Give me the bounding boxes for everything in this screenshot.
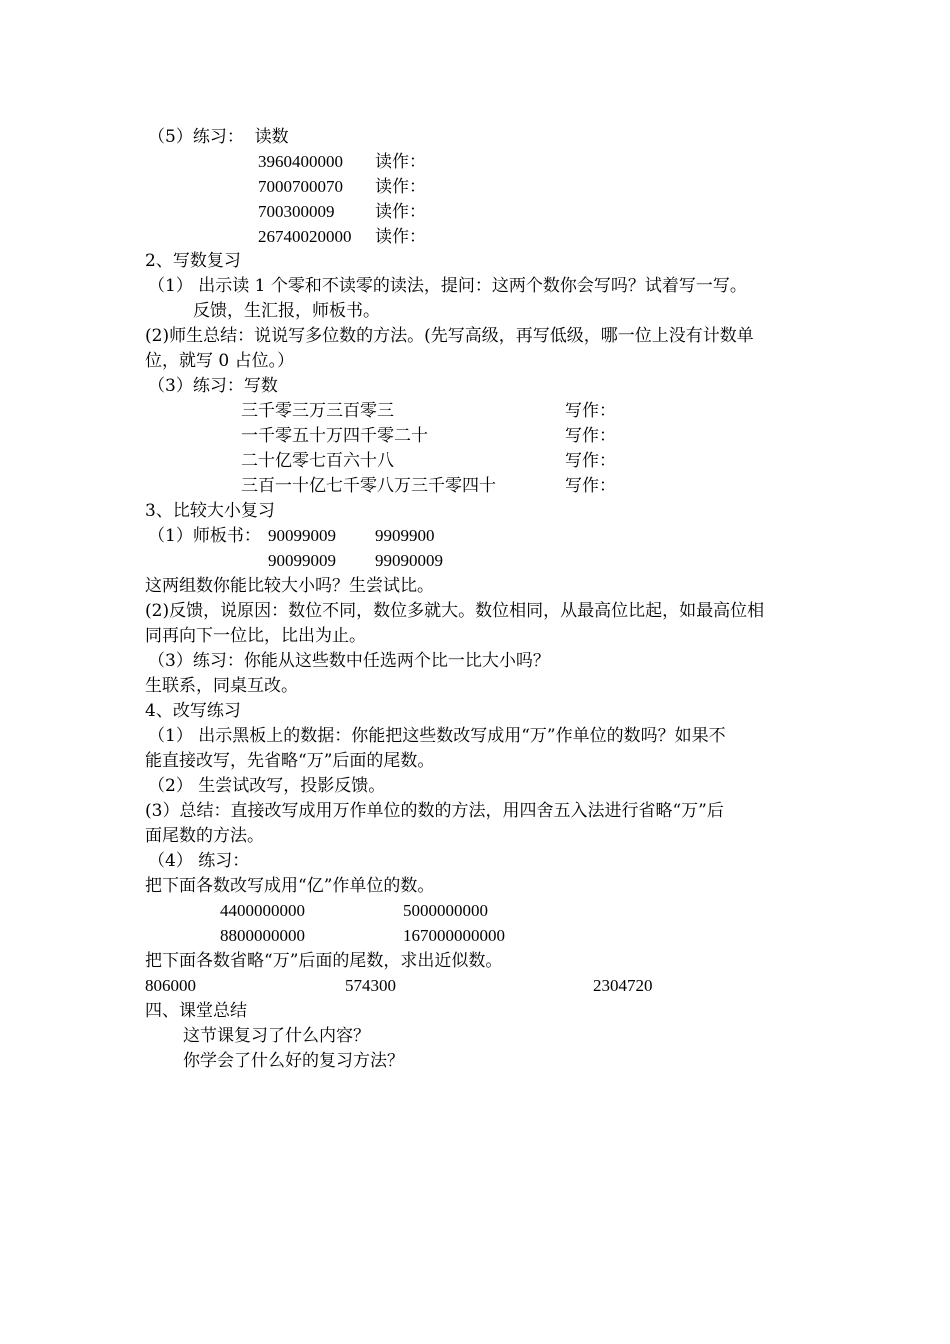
- paragraph: 生联系，同桌互改。: [145, 676, 298, 696]
- write-item: 二十亿零七百六十八: [241, 451, 394, 471]
- paragraph: （4） 练习：: [148, 851, 250, 871]
- read-number: 700300009: [258, 202, 335, 221]
- paragraph: 把下面各数省略“万”后面的尾数，求出近似数。: [145, 951, 503, 971]
- compare-number: 90099009: [268, 551, 336, 570]
- paragraph: （3）练习：你能从这些数中任选两个比一比大小吗？: [148, 651, 550, 671]
- section-heading: 四、课堂总结: [145, 1001, 247, 1021]
- read-label: 读作：: [375, 177, 426, 197]
- read-number: 3960400000: [258, 152, 343, 171]
- summary-question: 这节课复习了什么内容？: [183, 1026, 370, 1046]
- compare-number: 99090009: [375, 551, 443, 570]
- read-label: 读作：: [375, 152, 426, 172]
- yi-number: 8800000000: [220, 926, 305, 945]
- approx-number: 2304720: [593, 976, 653, 995]
- practice-read-title: （5）练习： 读数: [148, 127, 289, 147]
- paragraph: (2)反馈，说原因：数位不同，数位多就大。数位相同，从最高位比起，如最高位相: [145, 601, 765, 621]
- compare-number: 90099009: [268, 526, 336, 545]
- write-label: 写作：: [565, 426, 616, 446]
- paragraph: 同再向下一位比，比出为止。: [145, 626, 366, 646]
- approx-number: 574300: [345, 976, 396, 995]
- paragraph: 面尾数的方法。: [145, 826, 264, 846]
- write-item: 三千零三万三百零三: [241, 401, 394, 421]
- section-heading: 2、写数复习: [145, 251, 241, 271]
- read-label: 读作：: [375, 227, 426, 247]
- paragraph: 位，就写 0 占位。）: [145, 351, 295, 371]
- read-label: 读作：: [375, 202, 426, 222]
- paragraph: (3）总结：直接改写成用万作单位的数的方法，用四舍五入法进行省略“万”后: [145, 801, 724, 821]
- approx-number: 806000: [145, 976, 196, 995]
- yi-number: 167000000000: [403, 926, 505, 945]
- write-label: 写作：: [565, 401, 616, 421]
- write-label: 写作：: [565, 451, 616, 471]
- section-heading: 3、比较大小复习: [145, 501, 275, 521]
- write-item: 一千零五十万四千零二十: [241, 426, 428, 446]
- section-heading: 4、改写练习: [145, 701, 241, 721]
- paragraph: (2)师生总结：说说写多位数的方法。(先写高级，再写低级，哪一位上没有计数单: [145, 326, 754, 346]
- paragraph: （1） 出示黑板上的数据：你能把这些数改写成用“万”作单位的数吗？如果不: [148, 726, 726, 746]
- yi-number: 4400000000: [220, 901, 305, 920]
- compare-number: 9909900: [375, 526, 435, 545]
- write-item: 三百一十亿七千零八万三千零四十: [241, 476, 496, 496]
- paragraph: 反馈，生汇报，师板书。: [193, 301, 380, 321]
- read-number: 26740020000: [258, 227, 352, 246]
- board-label: （1）师板书：: [148, 526, 261, 546]
- write-label: 写作：: [565, 476, 616, 496]
- summary-question: 你学会了什么好的复习方法？: [183, 1051, 404, 1071]
- paragraph: 这两组数你能比较大小吗？生尝试比。: [145, 576, 434, 596]
- paragraph: 把下面各数改写成用“亿”作单位的数。: [145, 876, 435, 896]
- paragraph: （1） 出示读 1 个零和不读零的读法，提问：这两个数你会写吗？试着写一写。: [148, 276, 747, 296]
- practice-write-title: （3）练习：写数: [148, 376, 278, 396]
- paragraph: （2） 生尝试改写，投影反馈。: [148, 776, 386, 796]
- read-number: 7000700070: [258, 177, 343, 196]
- paragraph: 能直接改写，先省略“万”后面的尾数。: [145, 751, 435, 771]
- yi-number: 5000000000: [403, 901, 488, 920]
